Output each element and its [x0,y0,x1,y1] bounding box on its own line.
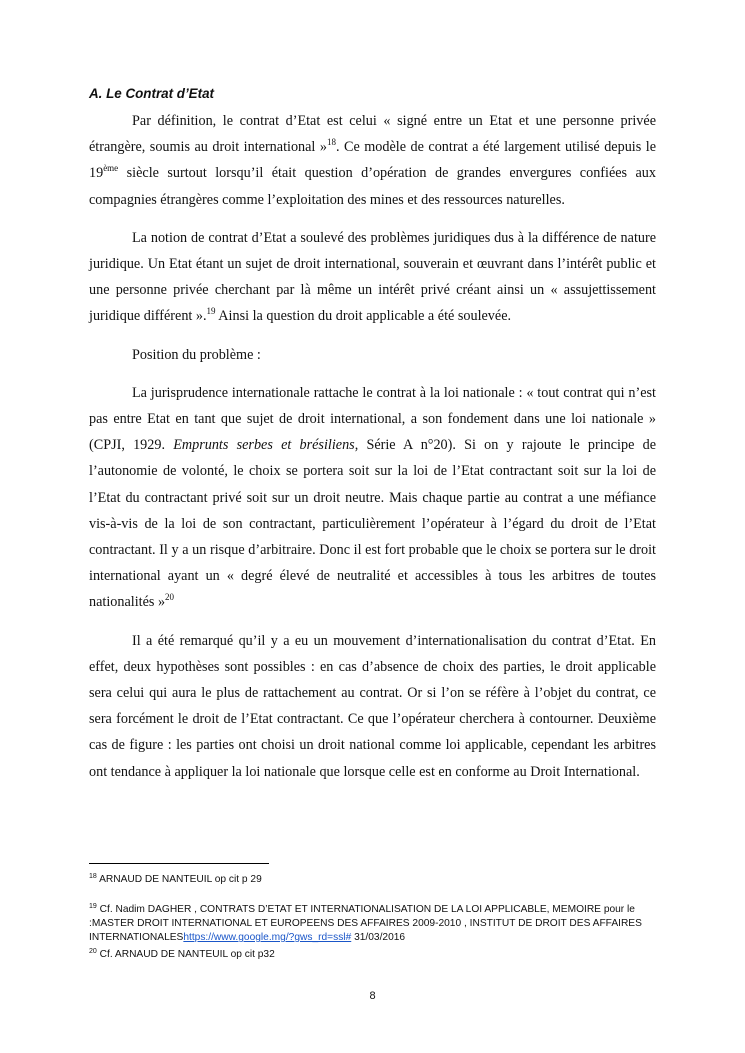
paragraph-jurisprudence: La jurisprudence internationale rattache le contrat à la loi nationale : « tout contrat qui n’est pas entre Etat en tant que sujet de droit international, a son fondement dans une loi nationale » (CPJI, 1929. Emprunts serbes et brésiliens, Série A n°20). Si on y rajoute le principe de l’autonomie de volonté, le choix se portera soit sur la loi de l’Etat contractant soit sur la loi de l’Etat du contractant privé soit sur un droit neutre. Mais chaque partie au contrat a une méfiance vis-à-vis de la loi de son contractant, particulièrement l’opérateur à l’égard du droit de l’Etat contractant. Il y a un risque d’arbitraire. Donc il est fort probable que le choix se portera sur le droit international ayant un « degré élevé de neutralité et accessibles à tous les arbitres de toutes nationalités »$^{20}$ [89,384,656,611]
paragraph-notion: La notion de contrat d’Etat a soulevé des problèmes juridiques dus à la différence de nature juridique. Un Etat étant un sujet de droit international, souverain et œuvrant dans l’intérêt public et une personne privée cherchant par là même un intérêt privé créant ainsi un « assujettissement juridique différent ».$^{19}$ Ainsi la question du droit applicable a été soulevée. [89,229,656,325]
footnote-18: $^{18}$ ARNAUD DE NANTEUIL op cit p 29 [89,873,262,885]
body-text [89,108,656,785]
superscript-eme: ème [103,163,119,174]
paragraph-definition: Par définition, le contrat d’Etat est celui « signé entre un Etat et une personne privée étrangère, soumis au droit international »$^{18}$. Ce modèle de contrat a été largement utilisé depuis le 19ème siècle surtout lorsqu’il était question d’opération de grandes envergures confiées aux compagnies étrangères comme l’exploitation des mines et des ressources naturelles. [89,113,656,208]
section-heading: A. Le Contrat d’Etat [89,86,214,101]
footnote-19-link[interactable]: https://www.google.mg/?gws_rd=ssl# [183,932,352,943]
case-title: Emprunts serbes et brésiliens [173,437,355,454]
paragraph-position-probleme: Position du problème : [132,346,261,363]
footnote-ref-18[interactable]: 18 [326,137,336,148]
footnote-20: $^{20}$ Cf. ARNAUD DE NANTEUIL op cit p32 [89,948,275,960]
footnote-ref-19[interactable]: 19 [206,306,216,317]
footnote-separator [89,863,269,864]
page-number: 8 [369,990,376,1002]
paragraph-internationalisation: Il a été remarqué qu’il y a eu un mouvement d’internationalisation du contrat d’Etat. En effet, deux hypothèses sont possibles : en cas d’absence de choix des parties, le droit applicable sera celui qui aura le plus de rattachement au contrat. Or si l’on se réfère à l’objet du contrat, ce sera forcément le droit de l’Etat contractant. Ce que l’opérateur cherchera à contourner. Deuxième cas de figure : les parties ont choisi un droit national comme loi applicable, cependant les arbitres ont tendance à appliquer la loi nationale que lorsque celle est en conforme au Droit International. [89,632,656,780]
footnote-19: $^{19}$ Cf. Nadim DAGHER , CONTRATS D’ETAT ET INTERNATIONALISATION DE LA LOI APPLICABLE, MEMOIRE pour le :MASTER DROIT INTERNATIONAL ET EUROPEENS DES AFFAIRES 2009-2010 , INSTITUT DE DROIT DES AFFAIRES INTERNATIONALEShttps://www.google.mg/?gws_rd=ssl# 31/03/2016 [89,903,642,943]
footnote-ref-20[interactable]: 20 [165,592,175,603]
